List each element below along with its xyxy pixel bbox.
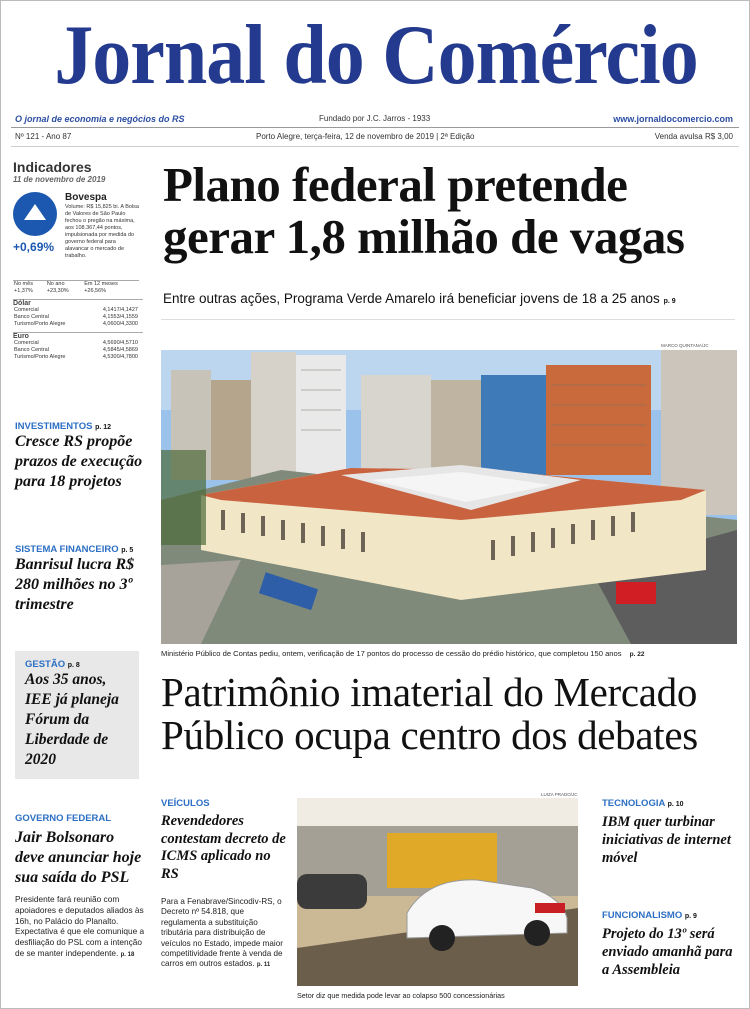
rate-row bbox=[13, 354, 139, 361]
rate-label: Comercial bbox=[14, 340, 39, 346]
story-headline: Cresce RS propõe prazos de execução para 18 projetos bbox=[15, 433, 143, 490]
sidebar-story-sistema-financeiro[interactable] bbox=[15, 544, 145, 615]
car-photo-credit: LUIZA PRADO/JC bbox=[541, 792, 578, 797]
issue-number: Nº 121 - Ano 87 bbox=[15, 132, 72, 141]
rate-value: 4,5690/4,5710 bbox=[102, 340, 138, 346]
story-tecnologia[interactable] bbox=[602, 798, 742, 867]
section-label: FUNCIONALISMO p. 9 bbox=[602, 910, 697, 921]
rate-value: 4,0600/4,3300 bbox=[102, 321, 138, 327]
dateline: Porto Alegre, terça-feira, 12 de novembro de 2019 | 2ª Edição bbox=[256, 132, 475, 141]
sidebar-story-governo-federal[interactable] bbox=[15, 813, 145, 961]
section-label: GOVERNO FEDERAL bbox=[15, 813, 112, 824]
photo-credit: MARCO QUINTANA/JC bbox=[661, 343, 709, 348]
rate-value: 4,5845/4,5869 bbox=[102, 347, 138, 353]
second-lead-headline[interactable]: Patrimônio imaterial do Mercado Público ocupa centro dos debates bbox=[161, 669, 698, 758]
section-label: GESTÃO p. 8 bbox=[25, 659, 80, 670]
rate-row bbox=[13, 307, 139, 314]
mercado-publico-photo[interactable] bbox=[161, 350, 737, 644]
story-headline: Revendedores contestam decreto de ICMS aplicado no RS bbox=[161, 813, 286, 882]
section-label: VEÍCULOS bbox=[161, 798, 210, 809]
story-headline: Banrisul lucra R$ 280 milhões no 3º trimestre bbox=[15, 556, 135, 613]
bovespa-text: Volume: R$ 15,825 bi. A Bolsa de Valores de São Paulo fechou o pregão na máxima, aos 108.367,44 pontos, impulsionada por medida do governo federal para alavancar o mercado de trabalho. bbox=[65, 204, 139, 259]
euro-table bbox=[13, 340, 139, 361]
performance-header: Em 12 meses bbox=[84, 281, 118, 287]
performance-header: No mês bbox=[14, 281, 33, 287]
indicators-date: 11 de novembro de 2019 bbox=[13, 175, 106, 184]
lead-divider bbox=[161, 319, 735, 320]
rate-value: 4,5300/4,7800 bbox=[102, 354, 138, 360]
lead-headline[interactable]: Plano federal pretende gerar 1,8 milhão de vagas bbox=[163, 157, 685, 264]
story-headline: Projeto do 13º será enviado amanhã para a Assembleia bbox=[602, 926, 733, 978]
mercado-publico-illustration bbox=[161, 350, 737, 644]
story-headline: Jair Bolsonaro deve anunciar hoje sua saída do PSL bbox=[15, 829, 142, 886]
bovespa-label: Bovespa bbox=[65, 192, 107, 203]
masthead-title: Jornal do Comércio bbox=[54, 7, 698, 102]
rate-row bbox=[13, 340, 139, 347]
bovespa-up-icon bbox=[13, 192, 57, 236]
founded-line: Fundado por J.C. Jarros - 1933 bbox=[319, 114, 431, 123]
info-divider bbox=[11, 146, 739, 147]
rate-value: 4,1553/4,1559 bbox=[102, 314, 138, 320]
indicators-title: Indicadores bbox=[13, 159, 92, 175]
story-funcionalismo[interactable] bbox=[602, 910, 742, 979]
rate-row bbox=[13, 347, 139, 354]
masthead-tagline: O jornal de economia e negócios do RS bbox=[15, 114, 185, 124]
website-link[interactable]: www.jornaldocomercio.com bbox=[613, 114, 733, 124]
rate-label: Banco Central bbox=[14, 347, 49, 353]
dolar-table bbox=[13, 307, 139, 328]
bovespa-change: +0,69% bbox=[13, 240, 55, 254]
rate-row bbox=[13, 314, 139, 321]
bovespa-block bbox=[13, 192, 143, 264]
sidebar-story-gestao[interactable] bbox=[15, 651, 139, 779]
indicators-panel bbox=[13, 159, 143, 361]
story-veiculos[interactable] bbox=[161, 798, 289, 971]
euro-label: Euro bbox=[13, 332, 143, 340]
car-photo-caption: Setor diz que medida pode levar ao colapso 500 concessionárias bbox=[297, 991, 505, 1000]
rate-label: Turismo/Porto Alegre bbox=[14, 321, 66, 327]
rate-value: 4,1417/4,1427 bbox=[102, 307, 138, 313]
section-label: SISTEMA FINANCEIRO p. 5 bbox=[15, 544, 134, 555]
sidebar-story-investimentos[interactable] bbox=[15, 421, 145, 492]
performance-value: +23,30% bbox=[46, 288, 69, 294]
car-dealership-illustration bbox=[297, 798, 578, 986]
rate-label: Banco Central bbox=[14, 314, 49, 320]
rate-row bbox=[13, 321, 139, 328]
story-body: Para a Fenabrave/Sincodiv-RS, o Decreto nº 54.818, que regulamenta a substituição tributária para distribuição de veículos no Estado, impede maior competitividade frente à venda de carros em outros estados. p. 11 bbox=[161, 897, 283, 969]
section-label: INVESTIMENTOS p. 12 bbox=[15, 421, 112, 432]
bovespa-performance-table bbox=[13, 280, 139, 295]
performance-value: +1,37% bbox=[14, 288, 33, 294]
performance-header: No ano bbox=[46, 281, 65, 287]
story-body: Presidente fará reunião com apoiadores e deputados aliados às 16h, no Palácio do Planalto. Expectativa é que ele comunique a desfiliação do PSL com a intenção de se manter independente. p. 18 bbox=[15, 894, 145, 958]
masthead-divider bbox=[11, 127, 739, 128]
performance-value: +26,56% bbox=[84, 288, 107, 294]
dolar-label: Dólar bbox=[13, 299, 143, 307]
car-dealership-photo[interactable] bbox=[297, 798, 578, 986]
rate-label: Turismo/Porto Alegre bbox=[14, 354, 66, 360]
story-headline: Aos 35 anos, IEE já planeja Fórum da Liberdade de 2020 bbox=[25, 671, 119, 768]
rate-label: Comercial bbox=[14, 307, 39, 313]
lead-subhead: Entre outras ações, Programa Verde Amarelo irá beneficiar jovens de 18 a 25 anos p. 9 bbox=[163, 291, 676, 306]
story-headline: IBM quer turbinar iniciativas de internet móvel bbox=[602, 814, 731, 866]
section-label: TECNOLOGIA p. 10 bbox=[602, 798, 684, 809]
price: Venda avulsa R$ 3,00 bbox=[654, 132, 733, 141]
photo-caption: Ministério Público de Contas pediu, ontem, verificação de 17 pontos do processo de cessão do prédio histórico, que completou 150 anos p. 22 bbox=[161, 649, 645, 658]
